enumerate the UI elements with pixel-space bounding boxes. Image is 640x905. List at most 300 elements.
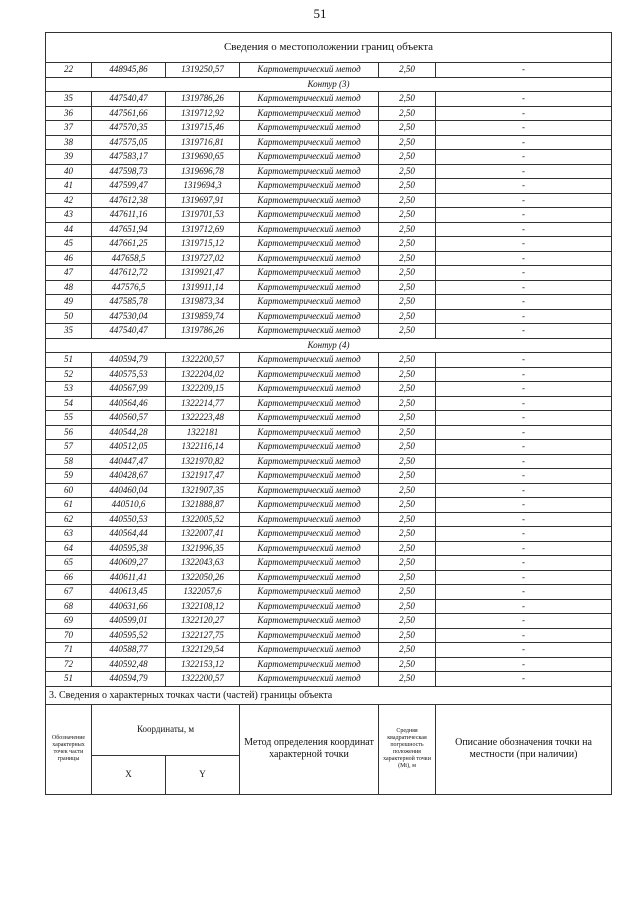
method: Картометрический метод [240,193,379,208]
description: - [436,411,612,426]
accuracy: 2,50 [379,512,436,527]
point-number: 67 [46,585,92,600]
accuracy: 2,50 [379,570,436,585]
point-number: 35 [46,92,92,107]
coord-y: 1319697,91 [166,193,240,208]
point-number: 46 [46,251,92,266]
contour-label: Контур (4) [46,338,612,353]
coord-y: 1322200,57 [166,353,240,368]
coord-x: 440567,99 [92,382,166,397]
coord-x: 447599,47 [92,179,166,194]
coord-x: 440575,53 [92,367,166,382]
boundary-table [45,32,612,795]
table-title: Сведения о местоположении границ объекта [46,33,612,63]
point-number: 62 [46,512,92,527]
coord-y: 1322181 [166,425,240,440]
point-number: 45 [46,237,92,252]
accuracy: 2,50 [379,135,436,150]
method: Картометрический метод [240,440,379,455]
method: Картометрический метод [240,527,379,542]
accuracy: 2,50 [379,367,436,382]
coord-y: 1319250,57 [166,63,240,78]
table-row [46,367,612,382]
method: Картометрический метод [240,150,379,165]
method: Картометрический метод [240,570,379,585]
method: Картометрический метод [240,135,379,150]
table-row [46,498,612,513]
description: - [436,353,612,368]
section3-title-row [46,686,612,704]
method: Картометрический метод [240,672,379,687]
header-accuracy: Средняя квадратическая погрешность положения характерной точки (Mt), м [383,728,431,769]
coord-y: 1322153,12 [166,657,240,672]
table-row [46,541,612,556]
table-row [46,164,612,179]
description: - [436,121,612,136]
point-number: 69 [46,614,92,629]
description: - [436,266,612,281]
coord-x: 447540,47 [92,92,166,107]
coord-y: 1322120,27 [166,614,240,629]
coord-x: 440613,45 [92,585,166,600]
accuracy: 2,50 [379,121,436,136]
table-row [46,251,612,266]
coord-x: 447598,73 [92,164,166,179]
method: Картометрический метод [240,512,379,527]
table-row [46,309,612,324]
method: Картометрический метод [240,454,379,469]
description: - [436,150,612,165]
method: Картометрический метод [240,92,379,107]
method: Картометрический метод [240,628,379,643]
description: - [436,657,612,672]
coord-y: 1319701,53 [166,208,240,223]
coord-y: 1319727,02 [166,251,240,266]
table-row [46,483,612,498]
table-row [46,106,612,121]
description: - [436,324,612,339]
accuracy: 2,50 [379,498,436,513]
description: - [436,672,612,687]
coord-y: 1319859,74 [166,309,240,324]
table-row [46,193,612,208]
description: - [436,628,612,643]
method: Картометрический метод [240,164,379,179]
point-number: 42 [46,193,92,208]
table-row [46,222,612,237]
accuracy: 2,50 [379,309,436,324]
coord-x: 440594,79 [92,353,166,368]
coord-x: 440592,48 [92,657,166,672]
accuracy: 2,50 [379,92,436,107]
table-row [46,440,612,455]
header-x: X [92,755,166,794]
coord-x: 440594,79 [92,672,166,687]
section3-header-row-1 [46,704,612,755]
description: - [436,164,612,179]
coord-x: 447612,38 [92,193,166,208]
coord-x: 440564,46 [92,396,166,411]
accuracy: 2,50 [379,614,436,629]
table-row [46,295,612,310]
point-number: 41 [46,179,92,194]
coord-x: 448945,86 [92,63,166,78]
accuracy: 2,50 [379,324,436,339]
coord-x: 447575,05 [92,135,166,150]
method: Картометрический метод [240,179,379,194]
description: - [436,179,612,194]
point-number: 57 [46,440,92,455]
description: - [436,295,612,310]
coord-y: 1319911,14 [166,280,240,295]
method: Картометрический метод [240,411,379,426]
description: - [436,92,612,107]
coord-x: 447651,94 [92,222,166,237]
coord-x: 440595,38 [92,541,166,556]
accuracy: 2,50 [379,425,436,440]
table-row [46,469,612,484]
coord-y: 1319786,26 [166,324,240,339]
method: Картометрический метод [240,614,379,629]
accuracy: 2,50 [379,382,436,397]
point-number: 60 [46,483,92,498]
table-row [46,396,612,411]
coord-x: 447611,16 [92,208,166,223]
accuracy: 2,50 [379,556,436,571]
coord-x: 440631,66 [92,599,166,614]
table-row [46,585,612,600]
method: Картометрический метод [240,309,379,324]
coord-y: 1322209,15 [166,382,240,397]
coord-y: 1322129,54 [166,643,240,658]
coord-y: 1319786,26 [166,92,240,107]
method: Картометрический метод [240,483,379,498]
coord-x: 440512,05 [92,440,166,455]
description: - [436,396,612,411]
accuracy: 2,50 [379,295,436,310]
description: - [436,309,612,324]
description: - [436,237,612,252]
contour-label: Контур (3) [46,77,612,92]
point-number: 56 [46,425,92,440]
header-description: Описание обозначения точки на местности (при наличии) [455,737,592,760]
description: - [436,599,612,614]
coord-y: 1319694,3 [166,179,240,194]
table-row [46,121,612,136]
coord-x: 447561,66 [92,106,166,121]
coord-x: 440595,52 [92,628,166,643]
accuracy: 2,50 [379,454,436,469]
method: Картометрический метод [240,237,379,252]
coord-x: 440611,41 [92,570,166,585]
method: Картометрический метод [240,396,379,411]
method: Картометрический метод [240,556,379,571]
description: - [436,614,612,629]
accuracy: 2,50 [379,483,436,498]
coord-x: 440544,28 [92,425,166,440]
accuracy: 2,50 [379,643,436,658]
accuracy: 2,50 [379,599,436,614]
coord-y: 1321996,35 [166,541,240,556]
header-point-label: Обозначение характерных точек части границы [51,735,86,762]
description: - [436,585,612,600]
accuracy: 2,50 [379,440,436,455]
table-row [46,570,612,585]
table-row [46,614,612,629]
method: Картометрический метод [240,367,379,382]
table-row [46,208,612,223]
point-number: 37 [46,121,92,136]
coord-x: 447583,17 [92,150,166,165]
coord-y: 1321970,82 [166,454,240,469]
description: - [436,63,612,78]
point-number: 38 [46,135,92,150]
method: Картометрический метод [240,425,379,440]
point-number: 48 [46,280,92,295]
coord-x: 447540,47 [92,324,166,339]
table-row [46,150,612,165]
point-number: 61 [46,498,92,513]
point-number: 43 [46,208,92,223]
coord-y: 1319715,46 [166,121,240,136]
table-row [46,527,612,542]
point-number: 44 [46,222,92,237]
point-number: 58 [46,454,92,469]
method: Картометрический метод [240,469,379,484]
description: - [436,483,612,498]
description: - [436,193,612,208]
coord-y: 1319716,81 [166,135,240,150]
table-row [46,556,612,571]
coord-y: 1319712,69 [166,222,240,237]
point-number: 68 [46,599,92,614]
coord-y: 1319690,65 [166,150,240,165]
coord-x: 447585,78 [92,295,166,310]
coord-y: 1319712,92 [166,106,240,121]
accuracy: 2,50 [379,657,436,672]
method: Картометрический метод [240,208,379,223]
accuracy: 2,50 [379,251,436,266]
point-number: 50 [46,309,92,324]
method: Картометрический метод [240,599,379,614]
coord-y: 1321888,87 [166,498,240,513]
method: Картометрический метод [240,585,379,600]
description: - [436,425,612,440]
coord-y: 1322050,26 [166,570,240,585]
coord-x: 440564,44 [92,527,166,542]
coord-y: 1322214,77 [166,396,240,411]
table-row [46,454,612,469]
description: - [436,382,612,397]
accuracy: 2,50 [379,396,436,411]
description: - [436,570,612,585]
coord-y: 1319696,78 [166,164,240,179]
coord-x: 447570,35 [92,121,166,136]
description: - [436,643,612,658]
coord-y: 1319715,12 [166,237,240,252]
point-number: 22 [46,63,92,78]
coord-y: 1321917,47 [166,469,240,484]
accuracy: 2,50 [379,411,436,426]
coord-y: 1319921,47 [166,266,240,281]
accuracy: 2,50 [379,63,436,78]
method: Картометрический метод [240,353,379,368]
point-number: 35 [46,324,92,339]
description: - [436,498,612,513]
table-row [46,324,612,339]
accuracy: 2,50 [379,469,436,484]
coord-y: 1322127,75 [166,628,240,643]
coord-y: 1322007,41 [166,527,240,542]
table-row [46,237,612,252]
description: - [436,469,612,484]
table-row [46,63,612,78]
point-number: 70 [46,628,92,643]
point-number: 40 [46,164,92,179]
coord-x: 440560,57 [92,411,166,426]
method: Картометрический метод [240,63,379,78]
coord-x: 447530,04 [92,309,166,324]
table-title-row [46,33,612,63]
table-row [46,425,612,440]
table-row [46,353,612,368]
coord-y: 1319873,34 [166,295,240,310]
coord-y: 1322005,52 [166,512,240,527]
coord-x: 447612,72 [92,266,166,281]
coord-y: 1322223,48 [166,411,240,426]
accuracy: 2,50 [379,150,436,165]
description: - [436,222,612,237]
accuracy: 2,50 [379,179,436,194]
contour-row [46,338,612,353]
header-y: Y [166,755,240,794]
point-number: 66 [46,570,92,585]
coord-x: 440609,27 [92,556,166,571]
coord-x: 440588,77 [92,643,166,658]
coord-y: 1322108,12 [166,599,240,614]
table-row [46,672,612,687]
point-number: 36 [46,106,92,121]
accuracy: 2,50 [379,106,436,121]
description: - [436,208,612,223]
point-number: 51 [46,353,92,368]
accuracy: 2,50 [379,541,436,556]
coord-y: 1322043,63 [166,556,240,571]
method: Картометрический метод [240,106,379,121]
accuracy: 2,50 [379,222,436,237]
coord-x: 447576,5 [92,280,166,295]
description: - [436,454,612,469]
coord-x: 440510,6 [92,498,166,513]
method: Картометрический метод [240,643,379,658]
description: - [436,135,612,150]
table-row [46,382,612,397]
coord-x: 447658,5 [92,251,166,266]
point-number: 49 [46,295,92,310]
accuracy: 2,50 [379,208,436,223]
point-number: 47 [46,266,92,281]
table-row [46,179,612,194]
method: Картометрический метод [240,295,379,310]
method: Картометрический метод [240,382,379,397]
accuracy: 2,50 [379,280,436,295]
accuracy: 2,50 [379,672,436,687]
page-number: 51 [313,6,327,21]
method: Картометрический метод [240,541,379,556]
accuracy: 2,50 [379,353,436,368]
description: - [436,512,612,527]
table-row [46,411,612,426]
method: Картометрический метод [240,251,379,266]
table-row [46,599,612,614]
contour-row [46,77,612,92]
method: Картометрический метод [240,324,379,339]
accuracy: 2,50 [379,164,436,179]
point-number: 59 [46,469,92,484]
accuracy: 2,50 [379,193,436,208]
coord-x: 440550,53 [92,512,166,527]
method: Картометрический метод [240,222,379,237]
point-number: 53 [46,382,92,397]
header-method: Метод определения координат характерной точки [244,737,374,760]
table-row [46,280,612,295]
coord-x: 440599,01 [92,614,166,629]
accuracy: 2,50 [379,266,436,281]
method: Картометрический метод [240,121,379,136]
method: Картометрический метод [240,657,379,672]
method: Картометрический метод [240,498,379,513]
table-row [46,266,612,281]
table-row [46,628,612,643]
coord-x: 440428,67 [92,469,166,484]
table-row [46,512,612,527]
table-row [46,135,612,150]
description: - [436,280,612,295]
coord-y: 1321907,35 [166,483,240,498]
point-number: 55 [46,411,92,426]
description: - [436,541,612,556]
method: Картометрический метод [240,280,379,295]
point-number: 52 [46,367,92,382]
point-number: 65 [46,556,92,571]
point-number: 63 [46,527,92,542]
table-row [46,643,612,658]
accuracy: 2,50 [379,628,436,643]
description: - [436,106,612,121]
header-coordinates: Координаты, м [92,704,240,755]
coord-x: 440460,04 [92,483,166,498]
coord-x: 440447,47 [92,454,166,469]
method: Картометрический метод [240,266,379,281]
point-number: 72 [46,657,92,672]
description: - [436,440,612,455]
point-number: 54 [46,396,92,411]
coord-y: 1322204,02 [166,367,240,382]
coord-y: 1322057,6 [166,585,240,600]
description: - [436,251,612,266]
coord-y: 1322116,14 [166,440,240,455]
accuracy: 2,50 [379,527,436,542]
description: - [436,367,612,382]
point-number: 39 [46,150,92,165]
point-number: 64 [46,541,92,556]
point-number: 71 [46,643,92,658]
point-number: 51 [46,672,92,687]
coord-x: 447661,25 [92,237,166,252]
accuracy: 2,50 [379,237,436,252]
description: - [436,527,612,542]
section3-title: 3. Сведения о характерных точках части (частей) границы объекта [46,686,612,704]
